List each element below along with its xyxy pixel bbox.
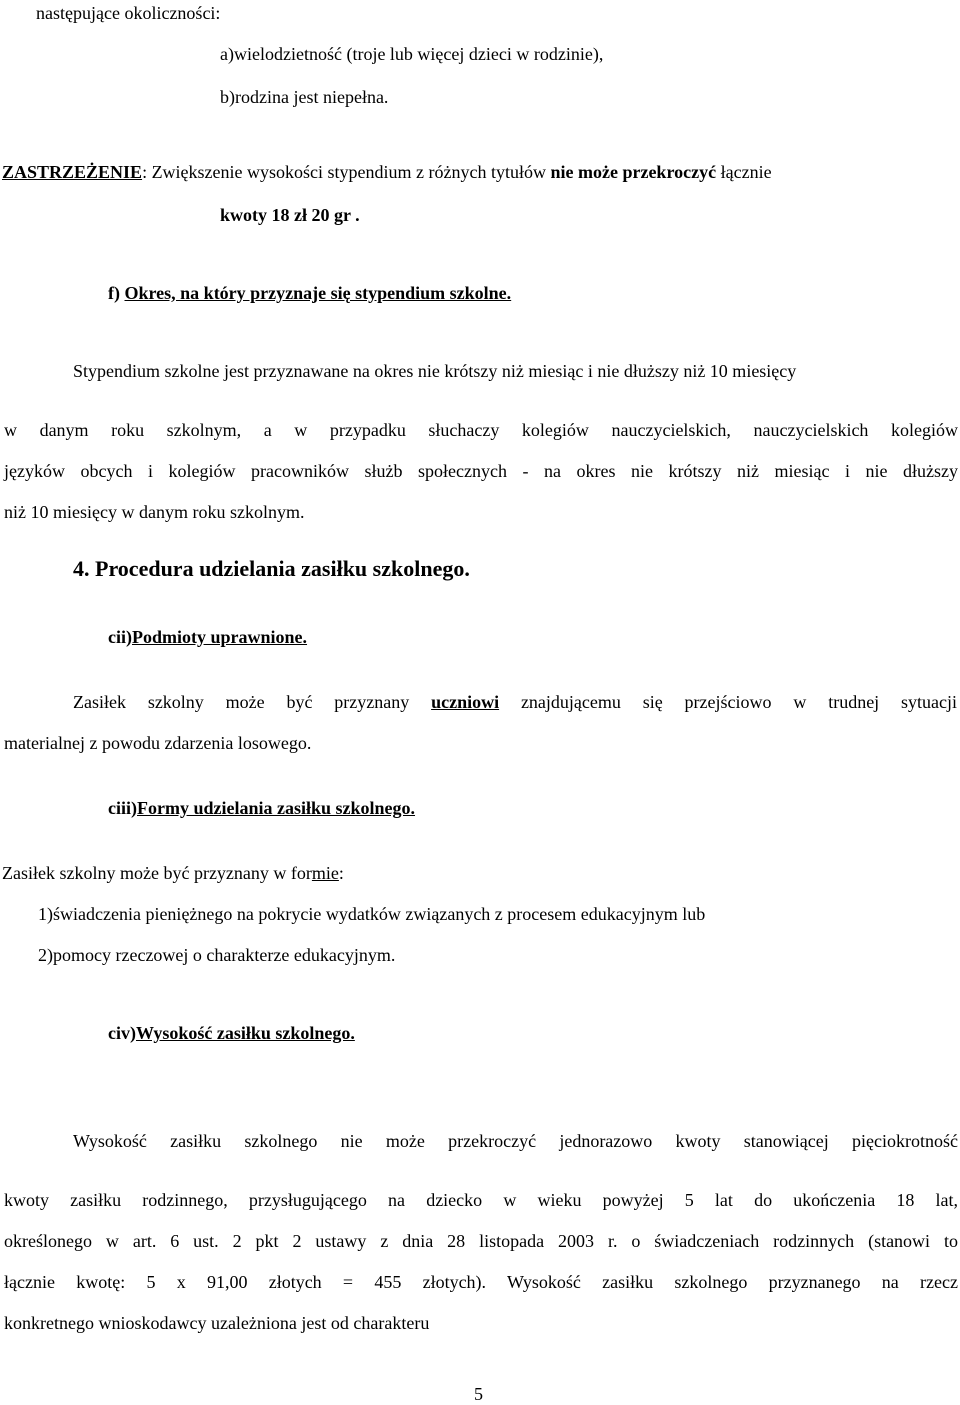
list-item-a: a)wielodzietność (troje lub więcej dzieci w rodzinie), bbox=[220, 44, 604, 64]
subsection-civ bbox=[108, 1022, 355, 1044]
para-stypendium-line-3: języków obcych i kolegiów pracowników służb społecznych - na okres nie krótszy niż miesiąc i nie dłuższy bbox=[4, 461, 958, 481]
para-zasilek-text-b: znajdującemu się przejściowo w trudnej sytuacji bbox=[499, 692, 958, 712]
para-wysokosc-line-3: określonego w art. 6 ust. 2 pkt 2 ustawy z dnia 28 listopada 2003 r. o świadczeniach rodzinnych (stanowi to bbox=[4, 1231, 958, 1251]
para-zasilek-text-a: Zasiłek szkolny może być przyznany bbox=[73, 692, 432, 712]
para-wysokosc-line-5: konkretnego wnioskodawcy uzależniona jest od charakteru bbox=[4, 1313, 430, 1333]
subsection-ciii bbox=[108, 797, 415, 819]
reservation-text-1: : Zwiększenie wysokości stypendium z różnych tytułów bbox=[142, 162, 551, 182]
para-zasilek-line-1 bbox=[73, 691, 957, 713]
forms-intro-b: : bbox=[338, 863, 344, 883]
ciii-title: Formy udzielania zasiłku szkolnego. bbox=[137, 798, 416, 818]
form-item-2: 2)pomocy rzeczowej o charakterze edukacyjnym. bbox=[38, 945, 396, 965]
reservation-text-2: łącznie bbox=[716, 162, 772, 182]
para-zasilek-line-2: materialnej z powodu zdarzenia losowego. bbox=[4, 733, 312, 753]
forms-intro-a: Zasiłek szkolny może być przyznany w for bbox=[2, 863, 312, 883]
section-f-heading bbox=[108, 282, 511, 304]
para-stypendium-line-4: niż 10 miesięcy w danym roku szkolnym. bbox=[4, 502, 305, 522]
cii-prefix: cii) bbox=[108, 627, 132, 647]
ciii-prefix: ciii) bbox=[108, 798, 137, 818]
top-line: następujące okoliczności: bbox=[36, 3, 221, 23]
cii-title: Podmioty uprawnione. bbox=[132, 627, 308, 647]
forms-intro bbox=[2, 862, 344, 884]
para-wysokosc-line-1: Wysokość zasiłku szkolnego nie może przekroczyć jednorazowo kwoty stanowiącej pięciokrotność bbox=[73, 1131, 958, 1151]
reservation-line bbox=[2, 161, 772, 183]
forms-intro-underlined: mie bbox=[311, 863, 339, 883]
list-item-b: b)rodzina jest niepełna. bbox=[220, 87, 389, 107]
section-f-prefix: f) bbox=[108, 283, 125, 303]
civ-title: Wysokość zasiłku szkolnego. bbox=[135, 1023, 355, 1043]
subsection-cii bbox=[108, 626, 307, 648]
section-f-title: Okres, na który przyznaje się stypendium szkolne. bbox=[124, 283, 512, 303]
para-wysokosc-line-2: kwoty zasiłku rodzinnego, przysługującego na dziecko w wieku powyżej 5 lat do ukończenia 18 lat, bbox=[4, 1190, 958, 1210]
para-zasilek-uczniowi: uczniowi bbox=[431, 692, 500, 712]
heading-4: 4. Procedura udzielania zasiłku szkolnego. bbox=[73, 556, 470, 581]
para-stypendium-line-1: Stypendium szkolne jest przyznawane na okres nie krótszy niż miesiąc i nie dłuższy niż 10 miesięcy bbox=[73, 361, 797, 381]
page-number: 5 bbox=[474, 1384, 483, 1404]
para-wysokosc-line-4: łącznie kwotę: 5 x 91,00 złotych = 455 złotych). Wysokość zasiłku szkolnego przyznanego na rzecz bbox=[4, 1272, 958, 1292]
reservation-amount: kwoty 18 zł 20 gr . bbox=[220, 205, 360, 225]
para-stypendium-line-2: w danym roku szkolnym, a w przypadku słuchaczy kolegiów nauczycielskich, nauczycielskich kolegiów bbox=[4, 420, 958, 440]
reservation-label: ZASTRZEŻENIE bbox=[2, 162, 143, 182]
civ-prefix: civ) bbox=[108, 1023, 136, 1043]
form-item-1: 1)świadczenia pieniężnego na pokrycie wydatków związanych z procesem edukacyjnym lub bbox=[38, 904, 706, 924]
reservation-bold: nie może przekroczyć bbox=[550, 162, 717, 182]
